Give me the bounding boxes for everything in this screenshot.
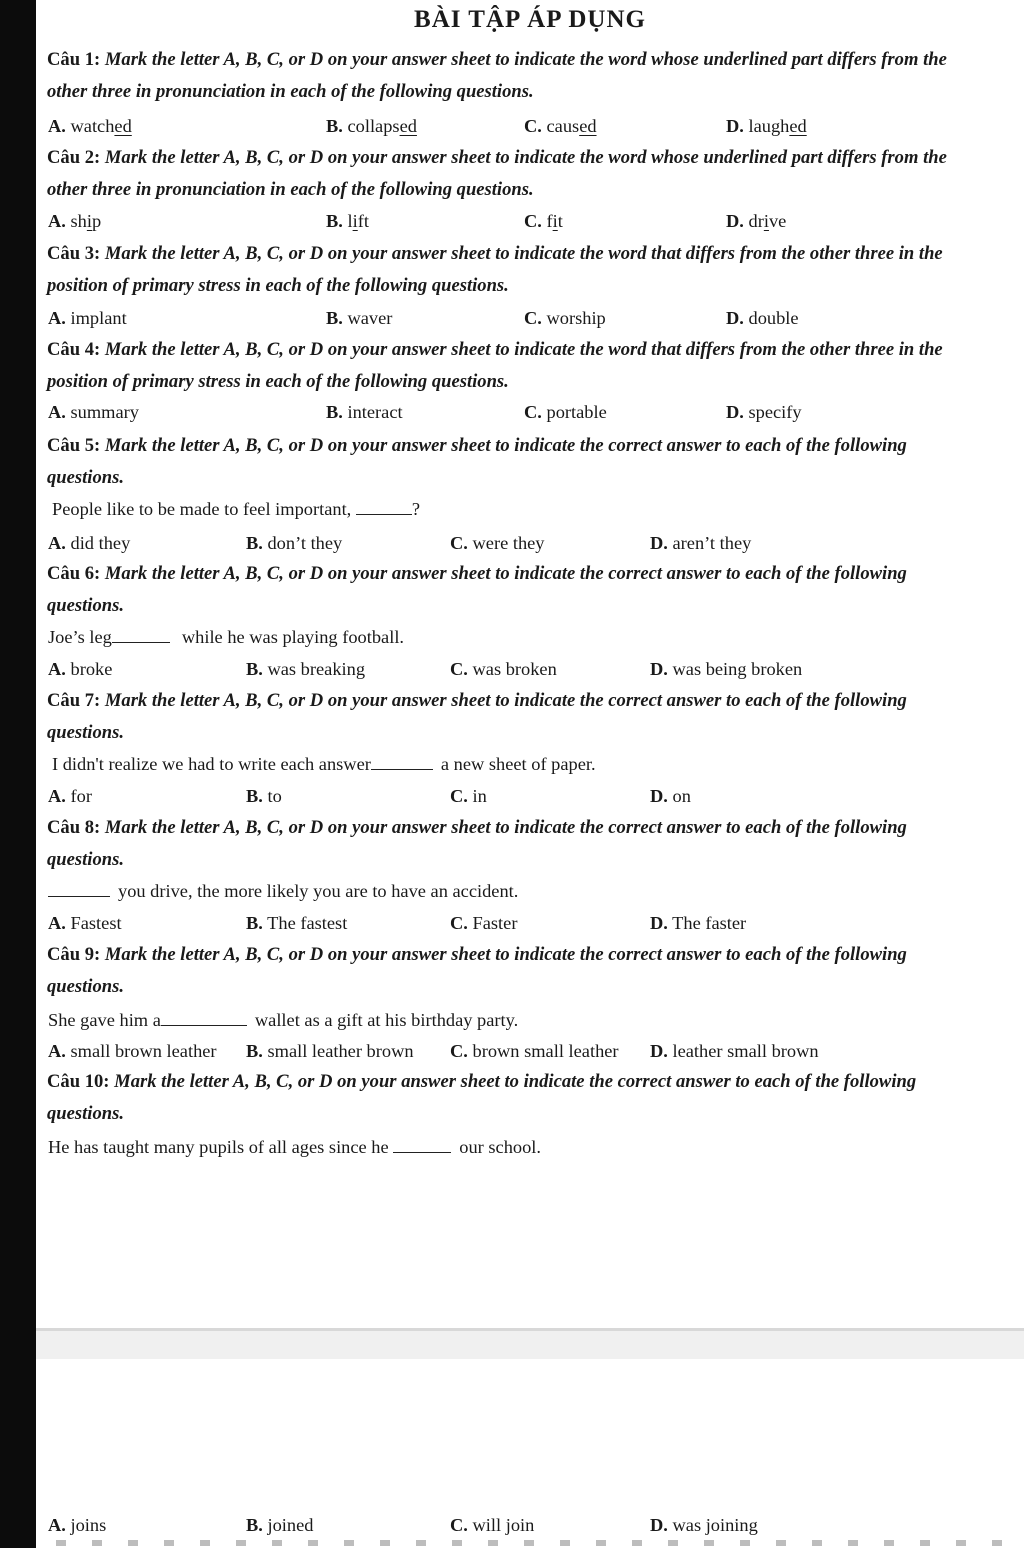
question-2-option-c[interactable]: [524, 209, 563, 233]
option-text: was joining: [672, 1515, 758, 1535]
question-1-option-a[interactable]: [48, 114, 132, 138]
question-7-stem: [52, 752, 596, 776]
question-9-option-c[interactable]: [450, 1039, 619, 1063]
option-letter: B.: [326, 211, 343, 231]
question-7-option-c[interactable]: [450, 784, 487, 808]
option-letter: A.: [48, 659, 66, 679]
option-letter: D.: [650, 913, 668, 933]
option-word-end: t: [557, 211, 563, 231]
option-text: Faster: [472, 913, 518, 933]
question-number: Câu 7:: [47, 690, 101, 711]
option-letter: B.: [326, 402, 343, 422]
option-text: small leather brown: [267, 1041, 414, 1061]
question-10-option-a[interactable]: [48, 1513, 106, 1537]
stem-before-blank: People like to be made to feel important,: [52, 499, 352, 519]
option-word-end: ve: [768, 211, 787, 231]
option-text: double: [748, 308, 799, 328]
option-letter: A.: [48, 913, 66, 933]
option-word: laugh: [748, 116, 790, 136]
question-10-option-d[interactable]: [650, 1513, 758, 1537]
option-text: waver: [347, 308, 393, 328]
option-word-end: p: [91, 211, 102, 231]
option-letter: C.: [450, 1515, 468, 1535]
question-number: Câu 1:: [47, 49, 101, 70]
question-number: Câu 6:: [47, 563, 101, 584]
option-text: portable: [546, 402, 607, 422]
question-number: Câu 5:: [47, 435, 101, 456]
option-text: joined: [267, 1515, 314, 1535]
stem-before-blank: Joe’s leg: [48, 627, 112, 647]
question-2-instruction: [47, 142, 987, 206]
question-5-option-c[interactable]: [450, 531, 545, 555]
question-7-instruction: [47, 685, 987, 749]
question-2-option-b[interactable]: [326, 209, 369, 233]
question-9-option-d[interactable]: [650, 1039, 819, 1063]
answer-blank: [371, 754, 433, 770]
option-text: Fastest: [70, 913, 122, 933]
question-5-option-a[interactable]: [48, 531, 130, 555]
option-letter: B.: [246, 913, 263, 933]
underlined-part: i: [763, 211, 769, 231]
question-6-instruction: [47, 558, 987, 622]
instruction-text: Mark the letter A, B, C, or D on your answer sheet to indicate the correct answer to each of the following questions.: [47, 817, 907, 870]
question-1-option-b[interactable]: [326, 114, 417, 138]
option-letter: C.: [524, 402, 542, 422]
option-letter: B.: [246, 1041, 263, 1061]
option-letter: D.: [650, 786, 668, 806]
answer-blank: [356, 499, 412, 515]
option-text: on: [672, 786, 691, 806]
stem-before-blank: I didn't realize we had to write each answer: [52, 754, 371, 774]
stem-after-blank: a new sheet of paper.: [440, 754, 596, 774]
question-8-option-c[interactable]: [450, 911, 517, 935]
instruction-text: Mark the letter A, B, C, or D on your answer sheet to indicate the correct answer to each of the following questions.: [47, 563, 907, 616]
question-6-option-b[interactable]: [246, 657, 365, 681]
answer-blank: [48, 881, 110, 897]
option-letter: C.: [450, 659, 468, 679]
option-text: The fastest: [267, 913, 348, 933]
question-10-option-b[interactable]: [246, 1513, 313, 1537]
option-text: don’t they: [267, 533, 343, 553]
question-8-instruction: [47, 812, 987, 876]
instruction-text: Mark the letter A, B, C, or D on your answer sheet to indicate the correct answer to each of the following questions.: [47, 1071, 917, 1124]
option-text: was breaking: [267, 659, 366, 679]
option-letter: A.: [48, 1041, 66, 1061]
option-letter: D.: [726, 402, 744, 422]
question-4-option-b[interactable]: [326, 400, 403, 424]
underlined-part: ed: [399, 116, 417, 136]
question-1-option-c[interactable]: [524, 114, 597, 138]
question-number: Câu 3:: [47, 243, 101, 264]
left-dark-edge: [0, 0, 36, 1548]
instruction-text: Mark the letter A, B, C, or D on your answer sheet to indicate the correct answer to each of the following questions.: [47, 435, 907, 488]
option-letter: D.: [650, 533, 668, 553]
option-word-start: dr: [748, 211, 764, 231]
option-letter: D.: [650, 1041, 668, 1061]
question-8-option-b[interactable]: [246, 911, 347, 935]
question-6-option-d[interactable]: [650, 657, 802, 681]
option-letter: B.: [246, 1515, 263, 1535]
question-number: Câu 2:: [47, 147, 101, 168]
option-letter: D.: [650, 659, 668, 679]
underlined-part: i: [352, 211, 358, 231]
option-word-end: ft: [357, 211, 369, 231]
answer-blank: [393, 1137, 451, 1153]
stem-before-blank: He has taught many pupils of all ages since he: [48, 1137, 389, 1157]
question-5-option-b[interactable]: [246, 531, 342, 555]
instruction-text: Mark the letter A, B, C, or D on your answer sheet to indicate the word whose underlined part differs from the other three in pronunciation in each of the following questions.: [47, 147, 947, 200]
option-text: were they: [472, 533, 545, 553]
option-letter: C.: [450, 913, 468, 933]
underlined-part: ed: [114, 116, 132, 136]
option-word-start: f: [546, 211, 553, 231]
question-2-option-a[interactable]: [48, 209, 101, 233]
question-4-instruction: [47, 334, 987, 398]
question-6-option-a[interactable]: [48, 657, 112, 681]
option-word-start: sh: [70, 211, 87, 231]
question-number: Câu 8:: [47, 817, 101, 838]
option-letter: A.: [48, 211, 66, 231]
option-letter: C.: [450, 1041, 468, 1061]
option-text: specify: [748, 402, 802, 422]
option-text: to: [267, 786, 282, 806]
option-letter: D.: [726, 308, 744, 328]
question-6-stem: [48, 625, 404, 649]
instruction-text: Mark the letter A, B, C, or D on your answer sheet to indicate the word that differs from the other three in the position of primary stress in each of the following questions.: [47, 243, 943, 296]
question-number: Câu 9:: [47, 944, 101, 965]
option-word: watch: [70, 116, 115, 136]
question-5-option-d[interactable]: [650, 531, 751, 555]
option-text: aren’t they: [672, 533, 752, 553]
option-text: interact: [347, 402, 403, 422]
option-letter: D.: [726, 211, 744, 231]
page-break-divider: [36, 1328, 1024, 1359]
worksheet-page: [36, 0, 1024, 1548]
stem-after-blank: our school.: [459, 1137, 541, 1157]
question-number: Câu 10:: [47, 1071, 110, 1092]
option-letter: B.: [246, 786, 263, 806]
question-8-option-d[interactable]: [650, 911, 746, 935]
option-letter: D.: [726, 116, 744, 136]
question-10-instruction: [47, 1066, 987, 1130]
option-text: summary: [70, 402, 139, 422]
question-3-instruction: [47, 238, 987, 302]
question-2-option-d[interactable]: [726, 209, 786, 233]
option-letter: B.: [326, 116, 343, 136]
question-10-option-c[interactable]: [450, 1513, 534, 1537]
answer-blank: [112, 627, 170, 643]
page-title: BÀI TẬP ÁP DỤNG: [414, 6, 646, 33]
cut-off-next-line: [56, 1540, 1016, 1546]
question-8-option-a[interactable]: [48, 911, 122, 935]
question-7-option-d[interactable]: [650, 784, 691, 808]
option-text: did they: [70, 533, 131, 553]
stem-after-blank: ?: [411, 499, 421, 519]
option-letter: A.: [48, 402, 66, 422]
underlined-part: ed: [789, 116, 807, 136]
option-text: implant: [70, 308, 127, 328]
option-word: caus: [546, 116, 580, 136]
instruction-text: Mark the letter A, B, C, or D on your answer sheet to indicate the word whose underlined part differs from the other three in pronunciation in each of the following questions.: [47, 49, 947, 102]
answer-blank: [161, 1010, 247, 1026]
question-3-option-d[interactable]: [726, 306, 799, 330]
option-text: worship: [546, 308, 606, 328]
question-1-option-d[interactable]: [726, 114, 807, 138]
question-9-option-a[interactable]: [48, 1039, 217, 1063]
option-word: collaps: [347, 116, 400, 136]
option-letter: C.: [450, 786, 468, 806]
option-letter: A.: [48, 308, 66, 328]
question-5-instruction: [47, 430, 987, 494]
question-3-option-b[interactable]: [326, 306, 392, 330]
question-8-stem: [48, 879, 518, 903]
stem-after-blank: wallet as a gift at his birthday party.: [254, 1010, 519, 1030]
option-text: for: [70, 786, 92, 806]
option-text: in: [472, 786, 487, 806]
option-letter: B.: [246, 659, 263, 679]
option-letter: A.: [48, 786, 66, 806]
option-letter: C.: [524, 211, 542, 231]
question-4-option-c[interactable]: [524, 400, 607, 424]
option-letter: B.: [246, 533, 263, 553]
stem-after-blank: while he was playing football.: [181, 627, 405, 647]
option-letter: A.: [48, 1515, 66, 1535]
question-7-option-a[interactable]: [48, 784, 92, 808]
question-4-option-d[interactable]: [726, 400, 802, 424]
option-text: The faster: [672, 913, 747, 933]
option-letter: C.: [450, 533, 468, 553]
question-9-stem: [48, 1008, 518, 1032]
question-6-option-c[interactable]: [450, 657, 557, 681]
option-text: joins: [70, 1515, 107, 1535]
question-3-option-c[interactable]: [524, 306, 606, 330]
question-5-stem: [52, 497, 420, 521]
stem-before-blank: She gave him a: [48, 1010, 161, 1030]
option-letter: B.: [326, 308, 343, 328]
option-text: small brown leather: [70, 1041, 217, 1061]
option-letter: A.: [48, 116, 66, 136]
question-3-option-a[interactable]: [48, 306, 127, 330]
option-letter: C.: [524, 116, 542, 136]
underlined-part: i: [552, 211, 558, 231]
question-4-option-a[interactable]: [48, 400, 139, 424]
question-9-instruction: [47, 939, 987, 1003]
option-text: broke: [70, 659, 113, 679]
option-letter: C.: [524, 308, 542, 328]
question-10-stem: [48, 1135, 541, 1159]
instruction-text: Mark the letter A, B, C, or D on your answer sheet to indicate the correct answer to each of the following questions.: [47, 944, 907, 997]
instruction-text: Mark the letter A, B, C, or D on your answer sheet to indicate the word that differs from the other three in the position of primary stress in each of the following questions.: [47, 339, 943, 392]
instruction-text: Mark the letter A, B, C, or D on your answer sheet to indicate the correct answer to each of the following questions.: [47, 690, 907, 743]
option-letter: D.: [650, 1515, 668, 1535]
question-7-option-b[interactable]: [246, 784, 282, 808]
option-text: leather small brown: [672, 1041, 819, 1061]
underlined-part: i: [86, 211, 92, 231]
option-word-start: l: [347, 211, 353, 231]
option-letter: A.: [48, 533, 66, 553]
option-text: brown small leather: [472, 1041, 619, 1061]
underlined-part: ed: [579, 116, 597, 136]
stem-after-blank: you drive, the more likely you are to have an accident.: [118, 881, 519, 901]
question-9-option-b[interactable]: [246, 1039, 414, 1063]
question-1-instruction: [47, 44, 987, 108]
option-text: will join: [472, 1515, 535, 1535]
option-text: was being broken: [672, 659, 803, 679]
option-text: was broken: [472, 659, 557, 679]
question-number: Câu 4:: [47, 339, 101, 360]
